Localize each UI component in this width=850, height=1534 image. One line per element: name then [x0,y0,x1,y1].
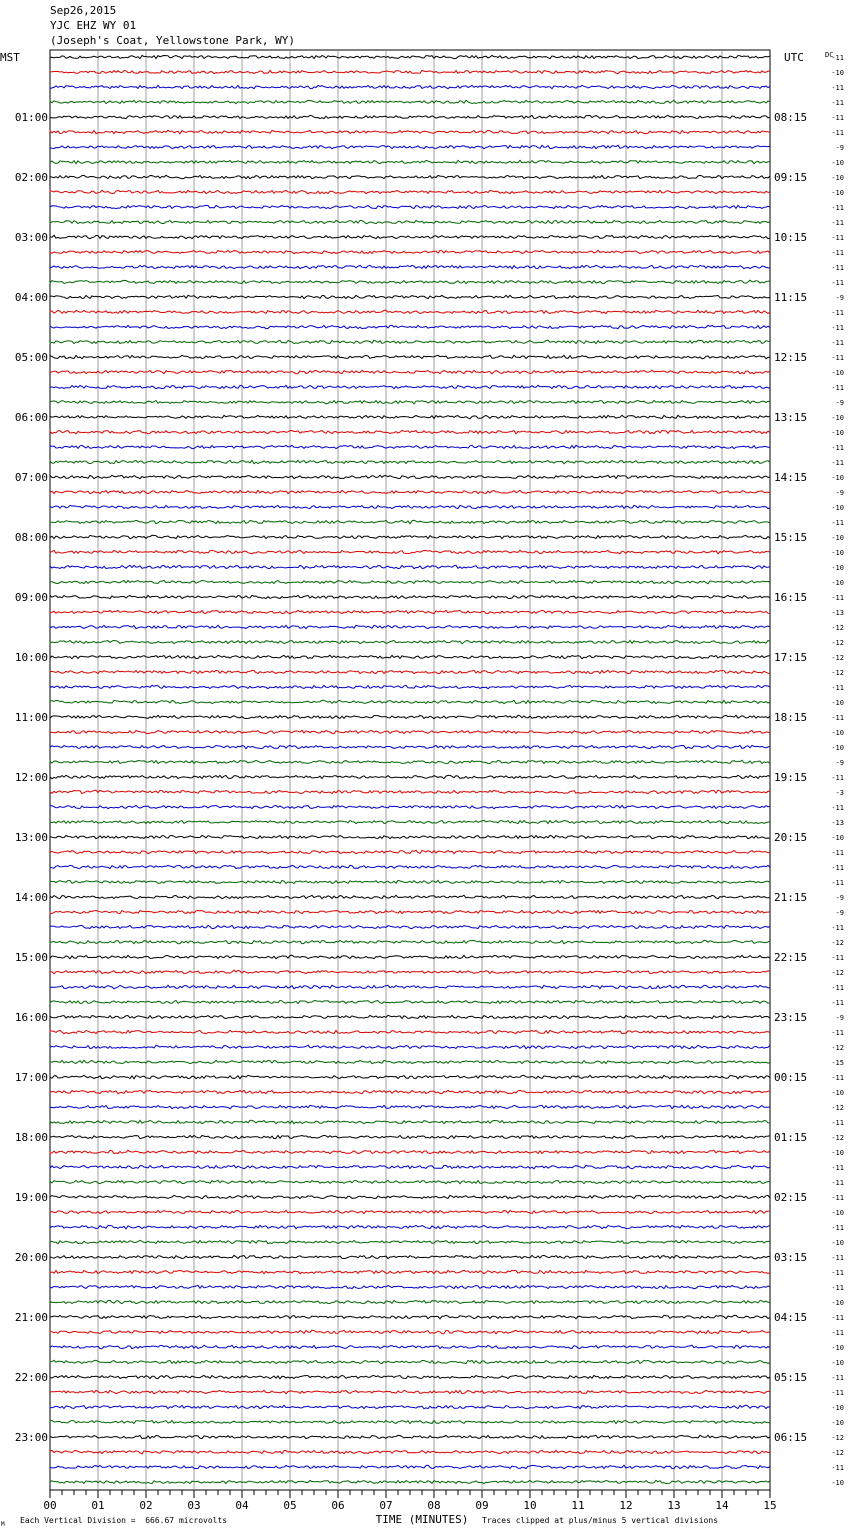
x-tick-label: 11 [571,1499,585,1512]
seismic-trace [50,1015,770,1018]
dc-offset-value: -11 [831,1269,844,1277]
x-axis-title: TIME (MINUTES) [375,1513,469,1526]
seismic-trace [50,385,770,389]
mst-hour-label: 13:00 [14,831,48,844]
utc-hour-label: 08:15 [774,111,808,124]
seismic-trace [50,565,770,568]
seismic-trace [50,1120,770,1123]
utc-hour-label: 22:15 [774,951,808,964]
seismic-trace [50,520,770,524]
dc-offset-value: -10 [831,1479,844,1487]
dc-offset-value: -10 [831,1359,844,1367]
x-tick-label: 15 [763,1499,777,1512]
plot-frame [50,50,770,1490]
dc-offset-value: -12 [831,624,844,632]
dc-offset-value: -9 [835,399,844,407]
seismic-trace [50,805,770,808]
seismic-trace [50,1165,770,1169]
dc-offset-value: -10 [831,474,844,482]
dc-offset-value: -11 [831,984,844,992]
mst-hour-label: 08:00 [14,531,48,544]
seismic-trace [50,1240,770,1243]
seismic-trace [50,850,770,853]
seismic-trace [50,1135,770,1138]
dc-offset-value: -12 [831,1104,844,1112]
x-tick-label: 12 [619,1499,633,1512]
mst-hour-label: 16:00 [14,1011,48,1024]
mst-hour-label: 09:00 [14,591,48,604]
dc-offset-value: -11 [831,324,844,332]
seismic-trace [50,1030,770,1033]
dc-offset-value: -11 [831,1119,844,1127]
mst-hour-label: 20:00 [14,1251,48,1264]
seismic-trace [50,1105,770,1108]
mst-hour-label: 19:00 [14,1191,48,1204]
dc-offset-value: -12 [831,1449,844,1457]
seismic-trace [50,1390,770,1394]
utc-hour-label: 09:15 [774,171,808,184]
dc-offset-value: -10 [831,729,844,737]
dc-offset-value: -11 [831,1329,844,1337]
seismic-trace [50,985,770,989]
x-tick-label: 05 [283,1499,297,1512]
dc-offset-value: -10 [831,744,844,752]
dc-offset-value: -10 [831,549,844,557]
utc-hour-label: 05:15 [774,1371,808,1384]
seismic-trace [50,640,770,644]
mst-hour-label: 11:00 [14,711,48,724]
dc-offset-value: -9 [835,759,844,767]
dc-offset-value: -10 [831,189,844,197]
seismic-trace [50,790,770,793]
seismic-trace [50,130,770,134]
mst-hour-label: 23:00 [14,1431,48,1444]
dc-offset-value: -10 [831,1239,844,1247]
dc-offset-value: -11 [831,1284,844,1292]
dc-offset-value: -3 [835,789,844,797]
utc-hour-label: 12:15 [774,351,808,364]
dc-offset-value: -9 [835,294,844,302]
dc-offset-value: -11 [831,1254,844,1262]
mst-hour-label: 12:00 [14,771,48,784]
dc-offset-value: -11 [831,1029,844,1037]
seismic-trace [50,70,770,73]
seismic-trace [50,1045,770,1049]
utc-hour-label: 06:15 [774,1431,808,1444]
seismic-trace [50,190,770,194]
dc-offset-value: -10 [831,69,844,77]
dc-offset-value: -10 [831,159,844,167]
dc-offset-value: -11 [831,54,844,62]
dc-offset-value: -11 [831,354,844,362]
dc-offset-value: -11 [831,714,844,722]
dc-offset-value: -11 [831,234,844,242]
seismic-trace [50,1210,770,1213]
dc-offset-value: -11 [831,849,844,857]
dc-offset-value: -13 [831,819,844,827]
dc-offset-value: -10 [831,534,844,542]
dc-offset-value: -9 [835,489,844,497]
dc-label: DC [825,51,834,59]
utc-hour-label: 16:15 [774,591,808,604]
seismic-trace [50,1420,770,1423]
seismic-trace [50,760,770,763]
mst-hour-label: 07:00 [14,471,48,484]
seismic-trace [50,1405,770,1409]
dc-offset-value: -9 [835,894,844,902]
seismic-trace [50,910,770,913]
mst-hour-label: 10:00 [14,651,48,664]
seismic-trace [50,460,770,464]
dc-offset-value: -10 [831,174,844,182]
seismic-trace [50,370,770,374]
seismic-trace [50,595,770,598]
station-code: YJC EHZ WY 01 [50,19,137,32]
dc-offset-value: -12 [831,669,844,677]
dc-offset-value: -11 [831,1224,844,1232]
seismic-trace [50,1300,770,1303]
utc-hour-label: 11:15 [774,291,808,304]
mst-hour-label: 14:00 [14,891,48,904]
clip-note: Traces clipped at plus/minus 5 vertical divisions [482,1516,719,1525]
dc-offset-value: -11 [831,954,844,962]
utc-hour-label: 21:15 [774,891,808,904]
seismic-trace [50,490,770,493]
seismic-trace [50,610,770,613]
corner-mark: M [1,1521,5,1528]
utc-hour-label: 00:15 [774,1071,808,1084]
seismic-trace [50,580,770,583]
seismic-trace [50,1435,770,1438]
mst-hour-label: 18:00 [14,1131,48,1144]
dc-offset-value: -11 [831,999,844,1007]
dc-offset-value: -12 [831,969,844,977]
dc-offset-value: -11 [831,249,844,257]
x-tick-label: 04 [235,1499,249,1512]
seismic-trace [50,445,770,448]
dc-offset-value: -11 [831,684,844,692]
dc-offset-value: -15 [831,1059,844,1067]
utc-hour-label: 15:15 [774,531,808,544]
seismic-trace [50,745,770,748]
dc-offset-value: -11 [831,879,844,887]
seismic-trace [50,250,770,253]
dc-offset-value: -10 [831,1149,844,1157]
mst-hour-label: 03:00 [14,231,48,244]
dc-offset-value: -10 [831,504,844,512]
dc-offset-value: -10 [831,1344,844,1352]
dc-offset-value: -10 [831,579,844,587]
station-location: (Joseph's Coat, Yellowstone Park, WY) [50,34,296,47]
seismic-trace [50,1465,770,1468]
seismic-trace [50,700,770,703]
seismic-trace [50,1330,770,1334]
seismic-trace [50,205,770,208]
seismic-trace [50,955,770,959]
seismic-trace [50,835,770,838]
x-tick-label: 03 [187,1499,201,1512]
dc-offset-value: -9 [835,909,844,917]
seismic-trace [50,715,770,718]
seismic-trace [50,401,770,404]
utc-hour-label: 13:15 [774,411,808,424]
utc-hour-label: 17:15 [774,651,808,664]
seismic-trace [50,340,770,343]
dc-offset-value: -10 [831,1089,844,1097]
x-tick-label: 14 [715,1499,729,1512]
x-tick-label: 01 [91,1499,105,1512]
seismic-trace [50,865,770,868]
utc-hour-label: 04:15 [774,1311,808,1324]
dc-offset-value: -11 [831,309,844,317]
utc-hour-label: 18:15 [774,711,808,724]
seismic-trace [50,775,770,778]
dc-offset-value: -10 [831,834,844,842]
seismic-trace [50,970,770,974]
utc-hour-label: 23:15 [774,1011,808,1024]
seismic-trace [50,145,770,149]
x-tick-label: 07 [379,1499,393,1512]
x-tick-label: 06 [331,1499,345,1512]
utc-hour-label: 02:15 [774,1191,808,1204]
dc-offset-value: -12 [831,1044,844,1052]
seismic-trace [50,220,770,223]
x-tick-label: 13 [667,1499,681,1512]
dc-offset-value: -12 [831,1434,844,1442]
seismic-trace [50,160,770,163]
seismic-trace [50,115,770,118]
dc-offset-value: -10 [831,414,844,422]
seismic-trace [50,325,770,328]
dc-offset-value: -11 [831,219,844,227]
dc-offset-value: -11 [831,1164,844,1172]
dc-offset-value: -10 [831,1209,844,1217]
mst-hour-label: 05:00 [14,351,48,364]
dc-offset-value: -13 [831,609,844,617]
dc-offset-value: -11 [831,444,844,452]
dc-offset-value: -11 [831,1194,844,1202]
seismic-trace [50,475,770,478]
dc-offset-value: -12 [831,939,844,947]
mst-hour-label: 01:00 [14,111,48,124]
dc-offset-value: -10 [831,429,844,437]
dc-offset-value: -11 [831,339,844,347]
mst-hour-label: 02:00 [14,171,48,184]
utc-hour-label: 19:15 [774,771,808,784]
dc-offset-value: -11 [831,459,844,467]
mst-axis-label: MST [0,51,20,64]
utc-hour-label: 01:15 [774,1131,808,1144]
seismic-trace [50,310,770,313]
seismic-trace [50,670,770,673]
seismic-trace [50,1255,770,1258]
seismic-trace [50,1150,770,1153]
utc-hour-label: 03:15 [774,1251,808,1264]
seismic-trace [50,235,770,238]
seismic-trace [50,655,770,659]
dc-offset-value: -11 [831,774,844,782]
x-tick-label: 09 [475,1499,489,1512]
dc-offset-value: -11 [831,384,844,392]
seismic-trace [50,880,770,883]
dc-offset-value: -11 [831,1074,844,1082]
seismic-trace [50,100,770,104]
dc-offset-value: -11 [831,1179,844,1187]
mst-hour-label: 06:00 [14,411,48,424]
seismic-trace [50,1285,770,1288]
seismic-trace [50,685,770,688]
dc-offset-value: -12 [831,639,844,647]
seismic-trace [50,1180,770,1183]
seismic-trace [50,1315,770,1319]
dc-offset-value: -11 [831,264,844,272]
seismic-trace [50,280,770,283]
seismic-trace [50,1090,770,1093]
seismic-trace [50,895,770,899]
seismic-trace [50,550,770,554]
dc-offset-value: -11 [831,804,844,812]
seismic-trace [50,940,770,943]
seismic-trace [50,1375,770,1378]
seismic-trace [50,265,770,268]
x-tick-label: 08 [427,1499,441,1512]
dc-offset-value: -11 [831,1374,844,1382]
dc-offset-value: -10 [831,1419,844,1427]
dc-offset-value: -11 [831,1314,844,1322]
seismic-trace [50,1075,770,1078]
seismic-trace [50,175,770,178]
x-tick-label: 10 [523,1499,537,1512]
seismic-trace [50,1195,770,1198]
dc-offset-value: -12 [831,1134,844,1142]
seismic-trace [50,1450,770,1454]
dc-offset-value: -9 [835,1014,844,1022]
seismic-trace [50,1060,770,1063]
dc-offset-value: -11 [831,84,844,92]
seismic-trace [50,1360,770,1363]
seismic-trace [50,625,770,628]
dc-offset-value: -9 [835,144,844,152]
seismic-trace [50,85,770,88]
x-tick-label: 02 [139,1499,153,1512]
dc-offset-value: -11 [831,1389,844,1397]
utc-hour-label: 10:15 [774,231,808,244]
x-tick-label: 00 [43,1499,57,1512]
dc-offset-value: -10 [831,1404,844,1412]
seismic-trace [50,1000,770,1003]
seismic-trace [50,1270,770,1274]
seismic-trace [50,55,770,58]
utc-hour-label: 14:15 [774,471,808,484]
dc-offset-value: -11 [831,129,844,137]
dc-offset-value: -11 [831,924,844,932]
seismic-trace [50,730,770,733]
seismic-trace [50,355,770,358]
seismic-trace [50,1225,770,1228]
dc-offset-value: -11 [831,114,844,122]
dc-offset-value: -11 [831,1464,844,1472]
seismic-trace [50,925,770,928]
dc-offset-value: -10 [831,369,844,377]
seismic-trace [50,415,770,419]
dc-offset-value: -10 [831,1299,844,1307]
dc-offset-value: -11 [831,594,844,602]
dc-offset-value: -11 [831,99,844,107]
dc-offset-value: -10 [831,699,844,707]
dc-offset-value: -11 [831,279,844,287]
mst-hour-label: 15:00 [14,951,48,964]
seismic-trace [50,505,770,508]
seismic-trace [50,295,770,298]
utc-hour-label: 20:15 [774,831,808,844]
utc-axis-label: UTC [784,51,804,64]
mst-hour-label: 17:00 [14,1071,48,1084]
dc-offset-value: -12 [831,654,844,662]
seismic-trace [50,430,770,434]
record-date: Sep26,2015 [50,4,117,17]
dc-offset-value: -11 [831,519,844,527]
seismic-trace [50,820,770,823]
seismic-trace [50,535,770,538]
scale-note: Each Vertical Division = 666.67 microvolts [20,1516,228,1525]
dc-offset-value: -11 [831,864,844,872]
mst-hour-label: 22:00 [14,1371,48,1384]
mst-hour-label: 21:00 [14,1311,48,1324]
seismic-trace [50,1345,770,1348]
mst-hour-label: 04:00 [14,291,48,304]
dc-offset-value: -11 [831,204,844,212]
dc-offset-value: -10 [831,564,844,572]
seismic-trace [50,1480,770,1483]
